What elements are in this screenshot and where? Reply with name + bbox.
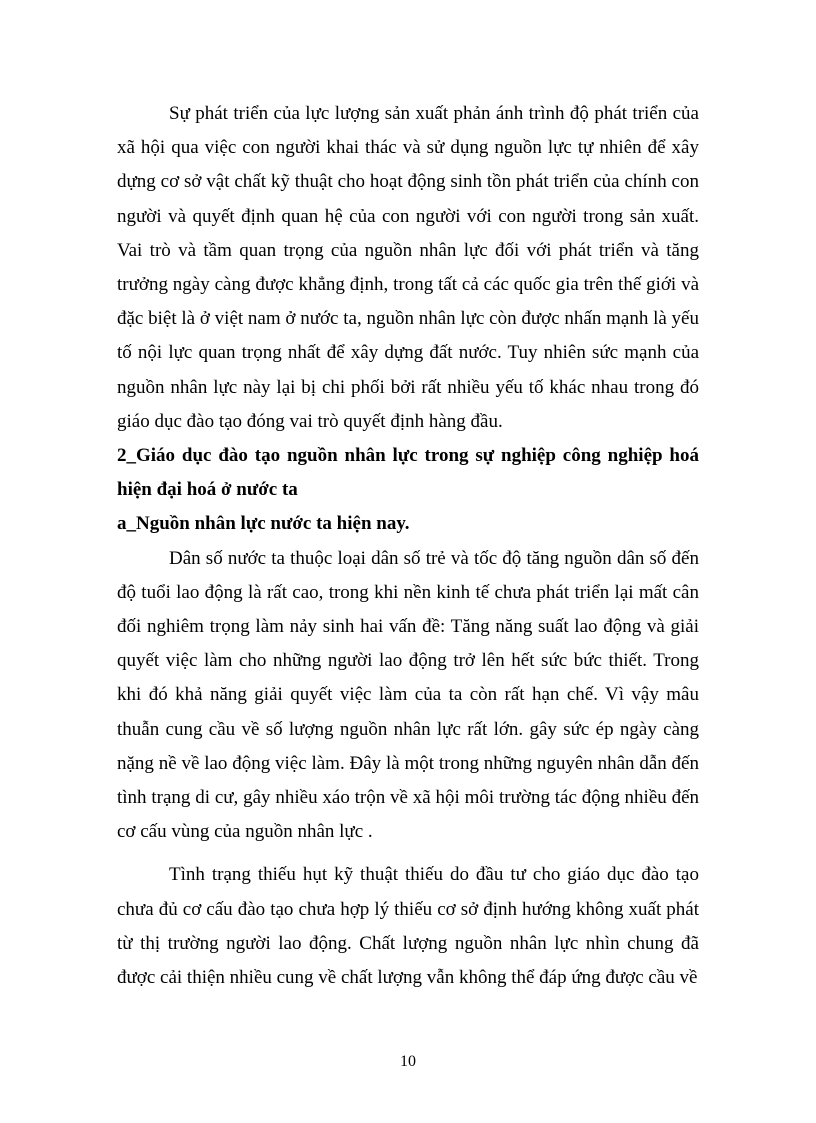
paragraph-population: Dân số nước ta thuộc loại dân số trẻ và tốc độ tăng nguồn dân số đến độ tuổi lao động là rất cao, trong khi nền kinh tế chưa phát triển lại mất cân đối nghiêm trọng làm nảy sinh hai vấn đề: Tăng năng suất lao động và giải quyết việc làm cho những người lao động trở lên hết sức bức thiết. Trong khi đó khả năng giải quyết việc làm của ta còn rất hạn chế. Vì vậy mâu thuẫn cung cầu về số lượng nguồn nhân lực rất lớn. gây sức ép ngày càng nặng nề về lao động việc làm. Đây là một trong những nguyên nhân dẫn đến tình trạng di cư, gây nhiều xáo trộn về xã hội môi trường tác động nhiều đến cơ cấu vùng của nguồn nhân lực . <box>117 547 699 843</box>
page-number: 10 <box>400 1053 416 1070</box>
page-body <box>117 97 699 995</box>
subsection-heading-a: a_Nguồn nhân lực nước ta hiện nay. <box>117 513 410 535</box>
paragraph-shortage: Tình trạng thiếu hụt kỹ thuật thiếu do đầu tư cho giáo dục đào tạo chưa đủ cơ cấu đào tạo chưa hợp lý thiếu cơ sở định hướng không xuất phát từ thị trường người lao động. Chất lượng nguồn nhân lực nhìn chung đã được cải thiện nhiều cung về chất lượng vẫn không thể đáp ứng được cầu về <box>117 864 699 989</box>
paragraph-intro: Sự phát triển của lực lượng sản xuất phản ánh trình độ phát triển của xã hội qua việc con người khai thác và sử dụng nguồn lực tự nhiên để xây dựng cơ sở vật chất kỹ thuật cho hoạt động sinh tồn phát triển của chính con người và quyết định quan hệ của con người với con người trong sản xuất. Vai trò và tầm quan trọng của nguồn nhân lực đối với phát triển và tăng trưởng ngày càng được khẳng định, trong tất cả các quốc gia trên thế giới và đặc biệt là ở việt nam ở nước ta, nguồn nhân lực còn được nhấn mạnh là yếu tố nội lực quan trọng nhất để xây dựng đất nước. Tuy nhiên sức mạnh của nguồn nhân lực này lại bị chi phối bởi rất nhiều yếu tố khác nhau trong đó giáo dục đào tạo đóng vai trò quyết định hàng đầu. <box>117 103 699 432</box>
section-heading-2: 2_Giáo dục đào tạo nguồn nhân lực trong sự nghiệp công nghiệp hoá hiện đại hoá ở nước ta <box>117 445 699 501</box>
